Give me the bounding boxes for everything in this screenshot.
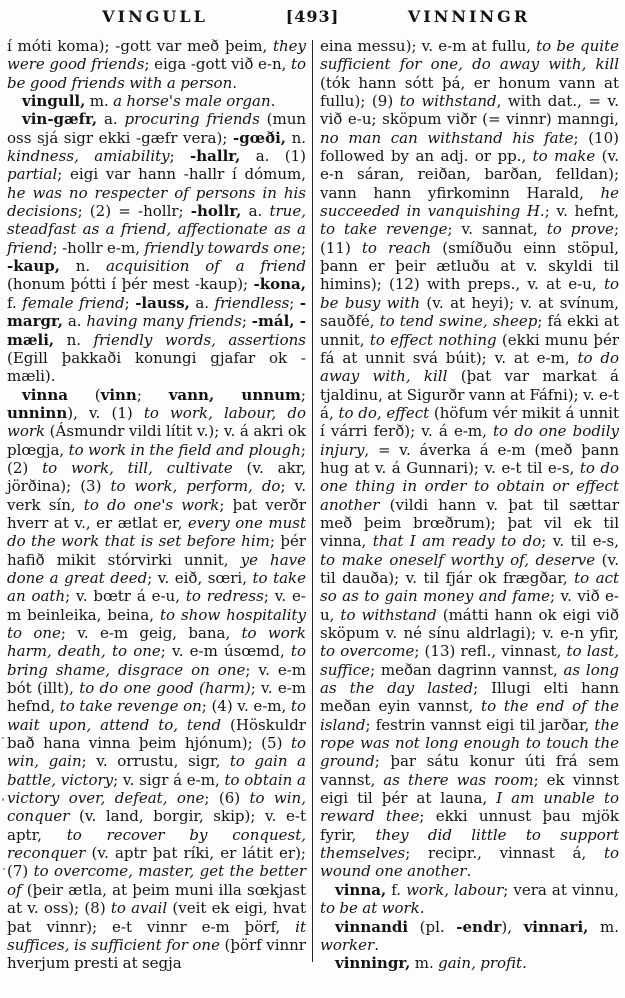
body-text: ;	[300, 385, 306, 404]
body-text: ; (2)	[7, 440, 306, 477]
gloss-text: he succeeded in vanquishing H.	[320, 183, 619, 221]
body-text: (v. aptr þat ríki, er látit er); (7)	[7, 844, 306, 881]
right-column	[314, 37, 619, 992]
gloss-text: to redress	[185, 587, 264, 606]
body-text: ; v. bœtr á e-u,	[65, 587, 186, 606]
body-text: a.	[189, 293, 215, 312]
gloss-text: no man can withstand his fate	[320, 128, 574, 147]
body-text: ; ekki unnust þau mjök fyrir,	[320, 807, 619, 844]
header-right-catchword: VINNINGR	[407, 7, 531, 26]
gloss-text: having many friends	[86, 312, 242, 331]
body-text: ; eigi var hann -hallr í dómum,	[57, 165, 306, 184]
headword: -kona,	[253, 275, 306, 294]
gloss-text: to gain a battle, victory	[7, 752, 306, 789]
gloss-text: as long as the day lasted	[320, 660, 619, 698]
gloss-text: to tend swine, sheep	[379, 312, 538, 331]
gloss-text: female friend	[22, 293, 125, 312]
body-text: eina messu); v. e-m at fullu,	[320, 37, 537, 55]
body-text: (v. land, borgir, skip); v. e-t aptr,	[7, 807, 306, 844]
gloss-text: to do one thing in order to obtain or effect another	[320, 458, 619, 514]
gloss-text: to show hospitality to one	[7, 605, 307, 642]
body-text: ; (11)	[320, 220, 619, 257]
gloss-text: to bring shame, disgrace on one	[7, 642, 306, 679]
body-text: ; (4) v. e-m,	[201, 697, 291, 716]
dictionary-paragraph	[320, 954, 619, 972]
gloss-text: to do one bodily injury	[320, 422, 619, 459]
gloss-text: to wait upon, attend to, tend	[7, 697, 306, 734]
body-text: .	[419, 899, 425, 918]
body-text: (mátti hann ok eigi við sköpum v. né sínu aldrlagi); v. e-n yfir,	[320, 605, 619, 642]
page-header	[0, 7, 625, 31]
body-text: m.	[410, 954, 439, 973]
body-text: ; v. sigr á e-m,	[113, 770, 225, 789]
gloss-text: to act so as to gain money and fame	[320, 568, 619, 606]
gloss-text: to prove	[546, 220, 614, 239]
gloss-text: work, labour	[406, 880, 504, 899]
body-text: ; fá ekki at unnit,	[320, 312, 619, 349]
body-text: (ekki munu þér fá at unnit svá búit); v. at e-m,	[320, 330, 620, 367]
body-text: (v. til dauða); v. til fjár ok frægðar,	[320, 550, 619, 587]
body-text: ; -hollr e-m,	[52, 238, 145, 257]
body-text: ;	[124, 293, 136, 312]
gloss-text: acquisition of a friend	[106, 257, 306, 276]
body-text: ; v. e-m hefnd,	[7, 679, 307, 716]
gloss-text: to the end of the island	[320, 697, 619, 734]
body-text: ; v. til e-s,	[541, 532, 620, 551]
gloss-text: to wound one another	[320, 844, 619, 881]
body-text: ; festrin vannst eigi til jarðar,	[365, 715, 595, 734]
body-text: ; Illugi elti hann meðan eyin vannst,	[320, 679, 619, 716]
column-divider-rule	[312, 40, 313, 962]
body-text: ; v. e-m geig, bana,	[60, 624, 242, 642]
gloss-text: to be good friends with a person	[7, 55, 306, 92]
body-text: ;	[300, 238, 307, 257]
body-text: ; (2) = -hollr;	[77, 202, 191, 221]
gloss-text: to work, perform, do	[110, 477, 281, 496]
headword: -hollr,	[190, 202, 242, 221]
body-text: í móti koma); -gott var með þeim,	[7, 37, 273, 55]
gloss-text: to do one good (harm)	[79, 679, 251, 698]
dictionary-paragraph	[320, 918, 619, 955]
header-left-catchword: VINGULL	[102, 7, 208, 26]
body-text: (höfum vér mikit á unnit í várri ferð); v. á e-m,	[320, 403, 619, 441]
body-text: (Höskuldr bað hana vinna þeim hjónum); (5)	[7, 715, 306, 753]
gloss-text: to win, gain	[7, 734, 306, 771]
gloss-text: kindness, amiability	[7, 147, 170, 166]
gloss-text: to avail	[110, 899, 168, 918]
gloss-text: to be busy with	[320, 275, 619, 312]
gloss-text: to work in the field and plough	[68, 440, 301, 459]
gloss-text: every one must do the work that is set before him	[7, 513, 306, 551]
body-text: ), v. (1)	[67, 403, 144, 422]
gloss-text: to take an oath	[7, 568, 307, 606]
gloss-text: I am unable to reward thee	[320, 789, 620, 826]
body-text: ; recipr., vinnast á,	[405, 844, 604, 863]
body-text: n.	[286, 128, 307, 147]
gloss-text: to obtain a victory over, defeat, one	[7, 770, 306, 808]
body-text: (Egill þakkaði konungi gjafar ok -mæli).	[7, 348, 306, 386]
body-text: (smíðuðu einn stöpul, þann er þeir ætluðu at v. skyldi til himins); (12) with preps., v. at e-u,	[320, 238, 620, 294]
body-text: (veit ek eigi, hvat þat vinnr); e-t vinnr e-m þörf,	[7, 899, 306, 936]
headword: -lauss,	[135, 293, 190, 312]
dictionary-paragraph	[320, 37, 619, 881]
body-text: ; (6)	[204, 789, 250, 808]
body-text: (vildi hann v. þat til sættar með þeim brœðrum); þat vil ek til vinna,	[320, 495, 619, 551]
body-text: ; eiga -gott við e-n,	[144, 55, 291, 74]
body-text: ; v. hefnt,	[544, 202, 619, 221]
body-text: a.	[63, 312, 87, 331]
body-text: ; v. e-m úsœmd,	[160, 642, 291, 661]
dictionary-paragraph	[320, 881, 619, 918]
left-column	[7, 37, 311, 992]
headword: vinn	[100, 385, 137, 404]
headword: vingull,	[22, 92, 86, 111]
body-text: n.	[59, 257, 106, 276]
body-text: (mun oss sjá sigr ekki -gæfr vera);	[7, 110, 307, 147]
ink-speck	[2, 798, 4, 801]
headword: -hallr,	[190, 147, 241, 166]
gloss-text: to be at work	[320, 899, 420, 918]
headword: -kaup,	[7, 257, 60, 276]
dictionary-paragraph	[7, 92, 306, 110]
body-text: ; v. við e-u,	[320, 587, 619, 624]
gloss-text: they were good friends	[7, 37, 306, 74]
body-text: ; v. orrustu, sigr,	[81, 752, 230, 771]
gloss-text: that I am ready to do	[372, 532, 542, 551]
gloss-text: a horse's male organ	[113, 92, 271, 111]
body-text: a.	[241, 202, 270, 221]
dictionary-paragraph	[7, 110, 306, 385]
page-number: [493]	[285, 7, 340, 26]
body-text: f.	[386, 880, 407, 899]
gloss-text: to effect nothing	[369, 330, 497, 349]
body-text: m.	[85, 92, 114, 111]
body-text: ;	[169, 147, 191, 166]
gloss-text: to work harm, death, to one	[7, 624, 306, 661]
gloss-text: to withstand	[340, 605, 437, 624]
gloss-text: to take revenge on	[59, 697, 202, 716]
body-text: ; vera at vinnu,	[503, 880, 619, 899]
body-text: (þeir ætla, at þeim muni illa sœkjast at v. oss); (8)	[7, 880, 306, 918]
gloss-text: to win, conquer	[7, 789, 306, 826]
gloss-text: to withstand	[399, 92, 497, 111]
gloss-text: to take revenge	[320, 220, 448, 239]
body-text: ; (13) refl., vinnast,	[414, 642, 567, 661]
body-text: ;	[289, 293, 300, 312]
gloss-text: gain, profit	[438, 954, 523, 973]
headword: vann, unnum	[168, 385, 301, 404]
body-text: (þat var markat á tjaldinu, at Sigurðr vann at Fáfni); v. e-t á,	[320, 367, 620, 422]
body-text: f.	[7, 293, 23, 312]
body-text: .	[522, 954, 527, 973]
gloss-text: true, steadfast as a friend, affectionate as a friend	[7, 202, 306, 257]
headword: vinnari,	[523, 917, 589, 936]
body-text: ; v. e-m bót (illt),	[7, 660, 306, 698]
gloss-text: to recover by conquest, reconquer	[7, 825, 307, 863]
gloss-text: to reach	[361, 238, 432, 257]
headword: -endr	[456, 917, 502, 936]
gloss-text: friendless	[214, 293, 290, 312]
body-text: (v. akr, jörðina); (3)	[7, 458, 306, 496]
body-text: , with dat., = v. við e-u; sköpum viðr (= vinnr) manngi,	[320, 92, 619, 129]
body-text: (pl.	[408, 917, 457, 936]
body-text: .	[374, 935, 379, 954]
body-text: ;	[136, 385, 169, 404]
gloss-text: friendly towards one	[144, 238, 301, 257]
headword: vinna,	[335, 880, 387, 899]
body-text: n.	[54, 330, 94, 349]
body-text: (	[67, 385, 101, 404]
body-text: ; v. e-m beinleika, beina,	[7, 587, 306, 624]
body-text: (tók hann sótt þá, er honum vann at fullu); (9)	[320, 73, 619, 111]
gloss-text: to be quite sufficient for one, do away with, kill	[320, 37, 619, 74]
gloss-text: it suffices, is sufficient for one	[7, 917, 306, 954]
dictionary-paragraph	[7, 386, 306, 973]
body-text: a. (1)	[240, 147, 307, 166]
body-text: , = v. áverka á e-m (með þann hug at v. á Gunnari); v. e-t til e-s,	[320, 440, 619, 477]
body-text: ; (10) followed by an adj. or pp.,	[320, 128, 619, 166]
headword: vinna	[22, 385, 68, 404]
body-text: a.	[97, 110, 125, 129]
headword: unninn	[7, 403, 68, 422]
gloss-text: they did little to support themselves	[320, 825, 619, 863]
body-text: (honum þótti í þér mest -kaup);	[7, 275, 254, 294]
gloss-text: to overcome, master, get the better of	[7, 862, 306, 899]
headword: vinningr,	[335, 954, 411, 973]
dictionary-paragraph	[7, 37, 306, 92]
body-text: ; þat verðr hverr at v., er ætlat er,	[7, 495, 306, 532]
body-text: ),	[501, 917, 524, 936]
headword: -mál, -mæli,	[7, 312, 306, 349]
text-columns	[7, 37, 619, 992]
body-text: .	[232, 73, 238, 92]
body-text: ; þar sátu konur úti frá sem vannst,	[320, 752, 619, 789]
gloss-text: ye have done a great deed	[7, 550, 306, 587]
gloss-text: as there was room	[383, 770, 534, 789]
gloss-text: to make	[532, 147, 596, 166]
gloss-text: to make oneself worthy of, deserve	[320, 550, 596, 569]
headword: vin-gæfr,	[22, 110, 98, 129]
body-text: ; v. eið, sœri,	[147, 568, 253, 587]
gloss-text: procuring friends	[124, 110, 260, 129]
ink-speck	[3, 868, 5, 870]
gloss-text: to last, suffice	[320, 642, 619, 679]
body-text: (þörf vinnr hverjum presti at segja	[7, 935, 306, 973]
gloss-text: partial	[7, 165, 58, 184]
body-text: (v. at heyi); v. at svínum, sauðfé,	[320, 293, 619, 331]
body-text: ; v. sannat,	[447, 220, 547, 239]
body-text: ;	[241, 312, 252, 331]
body-text: .	[466, 862, 472, 881]
gloss-text: to do away with, kill	[320, 348, 619, 386]
gloss-text: the rope was not long enough to touch the ground	[320, 715, 619, 771]
gloss-text: to work, till, cultivate	[42, 458, 233, 477]
body-text: ; ek vinnst eigi til þér at launa,	[320, 770, 620, 808]
gloss-text: to work, labour, do work	[7, 403, 306, 441]
body-text: ; þér hafið mikit stórvirki unnit,	[7, 532, 307, 569]
body-text: ; meðan dagrinn vannst,	[370, 660, 564, 679]
headword: -margr,	[7, 293, 307, 331]
headword: -gœði,	[232, 128, 287, 147]
gloss-text: to do, effect	[338, 403, 430, 422]
gloss-text: friendly words, assertions	[93, 330, 306, 349]
body-text: .	[270, 92, 276, 111]
ink-speck	[2, 737, 4, 739]
gloss-text: he was no respecter of persons in his decisions	[7, 183, 306, 221]
body-text: (v. e-n sáran, reiðan, barðan, felldan); vann hann yfirkominn Harald,	[320, 147, 620, 202]
body-text: ; v. verk sín,	[7, 477, 306, 514]
gloss-text: worker	[320, 935, 375, 954]
body-text: m.	[588, 917, 619, 936]
body-text: (Ásmundr vildi lítit v.); v. á akri ok plœgja,	[7, 422, 306, 459]
gloss-text: to overcome	[320, 642, 415, 661]
headword: vinnandi	[335, 917, 409, 936]
gloss-text: to do one's work	[83, 495, 220, 514]
